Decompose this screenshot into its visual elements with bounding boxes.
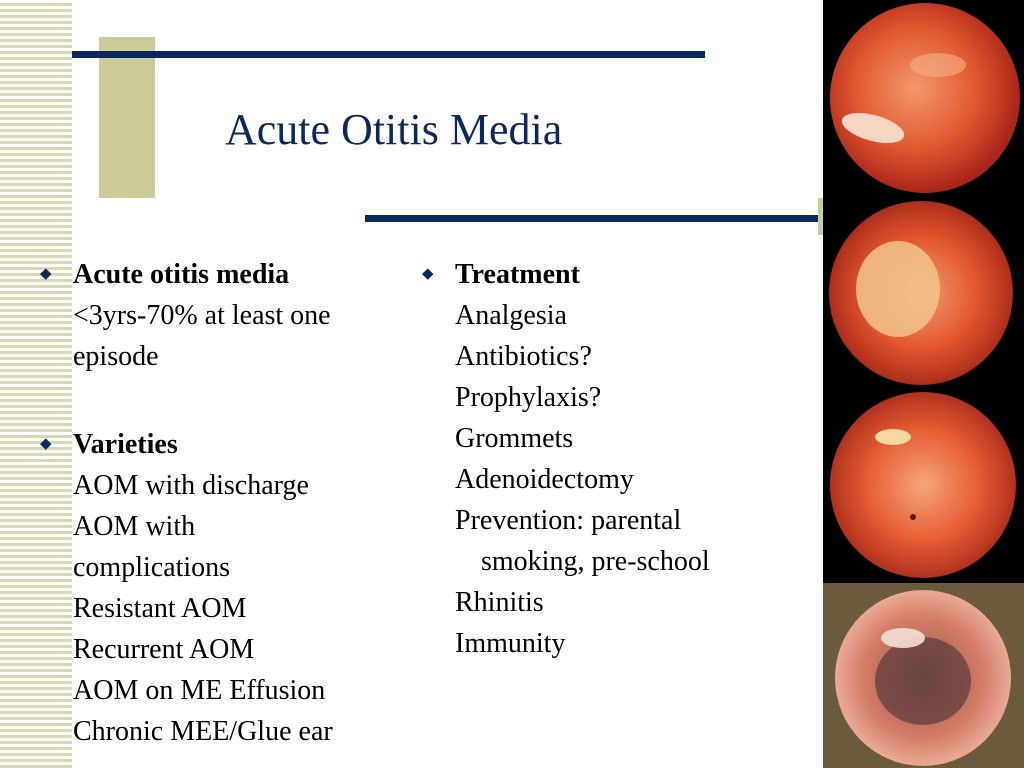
bullet-line: Analgesia (455, 300, 567, 331)
bullet-line: Rhinitis (455, 587, 544, 618)
bullet-line: Prophylaxis? (455, 382, 602, 413)
bullet-line-indented: smoking, pre-school (481, 546, 710, 577)
decorative-olive-block (99, 37, 155, 198)
diamond-bullet-icon: ◆ (422, 266, 434, 282)
bullet-line: episode (73, 341, 159, 372)
slide-title: Acute Otitis Media (225, 105, 563, 154)
bullet-heading: Acute otitis media (73, 259, 290, 290)
bullet-line: Adenoidectomy (455, 464, 634, 495)
bullet-line: AOM on ME Effusion (73, 675, 326, 706)
eardrum-photo-4 (823, 583, 1024, 768)
bullet-acute-otitis-media (40, 254, 410, 377)
diamond-bullet-icon: ◆ (40, 266, 52, 282)
bullet-treatment (422, 254, 817, 664)
bullet-line: AOM with (73, 511, 196, 542)
left-column (40, 254, 410, 752)
otoscopy-photo-strip (823, 0, 1024, 768)
bullet-heading: Treatment (455, 259, 580, 290)
bullet-line: Prevention: parental (455, 505, 682, 536)
eardrum-photo-2 (823, 197, 1024, 387)
bullet-line: Antibiotics? (455, 341, 592, 372)
bullet-line: Chronic MEE/Glue ear (73, 716, 333, 747)
eardrum-photo-1 (823, 0, 1024, 197)
bullet-line: <3yrs-70% at least one (73, 300, 331, 331)
title-rule-top (72, 51, 705, 58)
bullet-varieties (40, 424, 410, 752)
bullet-line: Resistant AOM (73, 593, 247, 624)
bullet-heading: Varieties (73, 429, 178, 460)
title-rule-bottom (365, 215, 823, 222)
eardrum-photo-3 (823, 387, 1024, 583)
right-column (422, 254, 817, 664)
bullet-line: AOM with discharge (73, 470, 309, 501)
bullet-line: Recurrent AOM (73, 634, 255, 665)
diamond-bullet-icon: ◆ (40, 436, 52, 452)
bullet-line: complications (73, 552, 231, 583)
bullet-line: Grommets (455, 423, 574, 454)
bullet-line: Immunity (455, 628, 566, 659)
